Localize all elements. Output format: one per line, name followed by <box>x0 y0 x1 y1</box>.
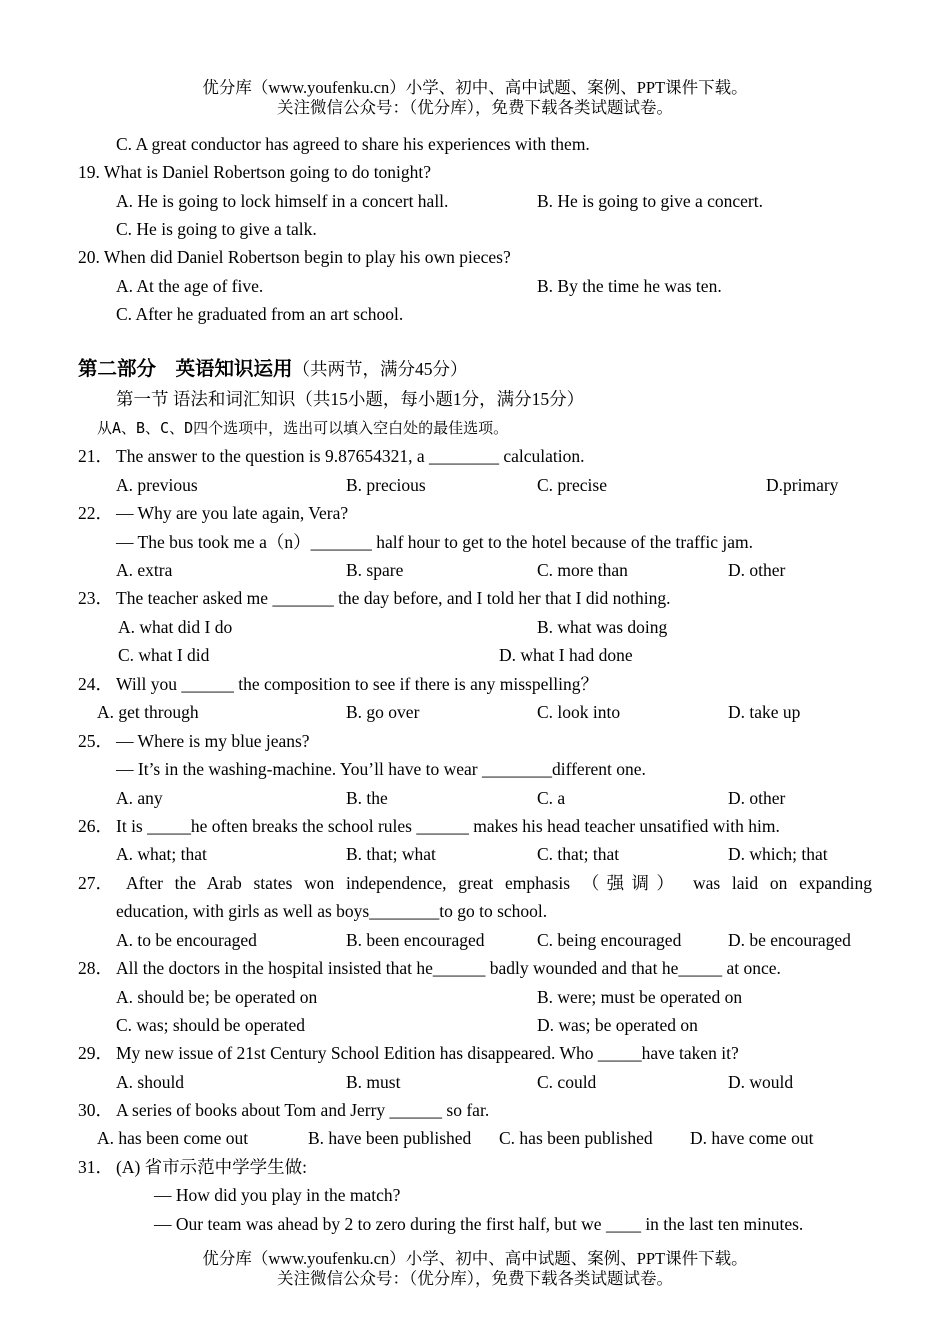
q20-option-a: A. At the age of five. <box>116 276 264 296</box>
q28-option-a: A. should be; be operated on <box>116 987 318 1007</box>
q29-option-d: D. would <box>728 1072 794 1092</box>
q29-option-c: C. could <box>537 1072 597 1092</box>
q25-option-c: C. a <box>537 788 566 808</box>
q30-number: 30． <box>78 1100 113 1120</box>
q22-number: 22． <box>78 503 113 523</box>
q22-option-b: B. spare <box>346 560 404 580</box>
part2-title: 第二部分 英语知识运用 <box>78 359 293 380</box>
q30-option-c: C. has been published <box>499 1128 653 1148</box>
q21-option-c: C. precise <box>537 475 607 495</box>
q31-dialog-line2: — Our team was ahead by 2 to zero during the first half, but we ____ in the last ten minutes. <box>154 1214 804 1234</box>
q22-option-c: C. more than <box>537 560 628 580</box>
q30-option-d: D. have come out <box>690 1128 814 1148</box>
q29-option-a: A. should <box>116 1072 185 1092</box>
q23-option-a: A. what did I do <box>118 617 233 637</box>
q24-stem: Will you ______ the composition to see if there is any misspelling？ <box>116 674 598 694</box>
q31-stem: (A) 省市示范中学学生做: <box>116 1157 308 1177</box>
q27-option-a: A. to be encouraged <box>116 930 257 950</box>
q23-option-c: C. what I did <box>118 645 210 665</box>
q28-number: 28． <box>78 958 113 978</box>
q24-number: 24． <box>78 674 113 694</box>
q31-number: 31． <box>78 1157 113 1177</box>
q21-option-a: A. previous <box>116 475 198 495</box>
q21-stem: The answer to the question is 9.87654321, a ________ calculation. <box>116 446 585 466</box>
q20-stem: 20. When did Daniel Robertson begin to play his own pieces? <box>78 247 511 267</box>
q27-number: 27． <box>78 873 113 893</box>
q19-option-c: C. He is going to give a talk. <box>116 219 317 239</box>
q24-option-d: D. take up <box>728 702 801 722</box>
q23-stem: The teacher asked me _______ the day before, and I told her that I did nothing. <box>116 588 671 608</box>
q20-option-b: B. By the time he was ten. <box>537 276 722 296</box>
q27-option-c: C. being encouraged <box>537 930 682 950</box>
q22-option-a: A. extra <box>116 560 173 580</box>
q21-option-d: D.primary <box>766 475 839 495</box>
q30-option-b: B. have been published <box>308 1128 472 1148</box>
q26-option-c: C. that; that <box>537 844 620 864</box>
q28-option-b: B. were; must be operated on <box>537 987 743 1007</box>
q29-number: 29． <box>78 1043 113 1063</box>
q19-option-a: A. He is going to lock himself in a concert hall. <box>116 191 449 211</box>
q28-option-c: C. was; should be operated <box>116 1015 306 1035</box>
q28-stem: All the doctors in the hospital insisted that he______ badly wounded and that he_____ at once. <box>116 958 781 978</box>
section1-instruction: 从A、B、C、D四个选项中，选出可以填入空白处的最佳选项。 <box>97 419 509 437</box>
q30-option-a: A. has been come out <box>97 1128 249 1148</box>
q24-option-c: C. look into <box>537 702 621 722</box>
part2-score-note: （共两节，满分45分） <box>292 359 468 379</box>
q21-option-b: B. precious <box>346 475 426 495</box>
page-footer-line2: 关注微信公众号：（优分库），免费下载各类试题试卷。 <box>277 1269 673 1288</box>
q25-stem: — Where is my blue jeans? <box>116 731 310 751</box>
q31-dialog-line1: — How did you play in the match? <box>154 1185 401 1205</box>
q25-option-d: D. other <box>728 788 786 808</box>
q30-stem: A series of books about Tom and Jerry ______ so far. <box>116 1100 490 1120</box>
q19-option-b: B. He is going to give a concert. <box>537 191 763 211</box>
q23-number: 23． <box>78 588 113 608</box>
page-header-line1: 优分库（www.youfenku.cn）小学、初中、高中试题、案例、PPT课件下载。 <box>202 78 748 97</box>
q19-stem: 19. What is Daniel Robertson going to do tonight? <box>78 162 432 182</box>
q26-option-d: D. which; that <box>728 844 828 864</box>
q22-option-d: D. other <box>728 560 786 580</box>
q23-option-d: D. what I had done <box>499 645 633 665</box>
q26-stem: It is _____he often breaks the school rules ______ makes his head teacher unsatified with him. <box>116 816 780 836</box>
q29-option-b: B. must <box>346 1072 401 1092</box>
page-header-line2: 关注微信公众号：（优分库），免费下载各类试题试卷。 <box>277 98 673 117</box>
q22-stem-line2: — The bus took me a（n）_______ half hour to get to the hotel because of the traffic jam. <box>116 532 753 552</box>
q25-stem-line2: — It’s in the washing-machine. You’ll have to wear ________different one. <box>116 759 646 779</box>
page-footer-line1: 优分库（www.youfenku.cn）小学、初中、高中试题、案例、PPT课件下载。 <box>202 1249 748 1268</box>
q22-stem: — Why are you late again, Vera? <box>116 503 349 523</box>
q25-number: 25． <box>78 731 113 751</box>
q20-option-c: C. After he graduated from an art school. <box>116 304 404 324</box>
section1-heading: 第一节 语法和词汇知识（共15小题，每小题1分，满分15分） <box>116 389 585 409</box>
q27-stem-line2: education, with girls as well as boys________to go to school. <box>116 901 548 921</box>
q26-option-b: B. that; what <box>346 844 436 864</box>
q27-stem: After the Arab states won independence, great emphasis （强调） was laid on expanding <box>126 873 872 893</box>
q29-stem: My new issue of 21st Century School Edition has disappeared. Who _____have taken it? <box>116 1043 739 1063</box>
q21-number: 21． <box>78 446 113 466</box>
q27-option-d: D. be encouraged <box>728 930 851 950</box>
q18-option-c: C. A great conductor has agreed to share his experiences with them. <box>116 134 590 154</box>
q24-option-a: A. get through <box>97 702 199 722</box>
q23-option-b: B. what was doing <box>537 617 668 637</box>
q26-option-a: A. what; that <box>116 844 207 864</box>
q27-option-b: B. been encouraged <box>346 930 485 950</box>
q25-option-b: B. the <box>346 788 388 808</box>
q26-number: 26． <box>78 816 113 836</box>
q28-option-d: D. was; be operated on <box>537 1015 698 1035</box>
q25-option-a: A. any <box>116 788 163 808</box>
part2-heading <box>78 357 468 382</box>
q24-option-b: B. go over <box>346 702 420 722</box>
